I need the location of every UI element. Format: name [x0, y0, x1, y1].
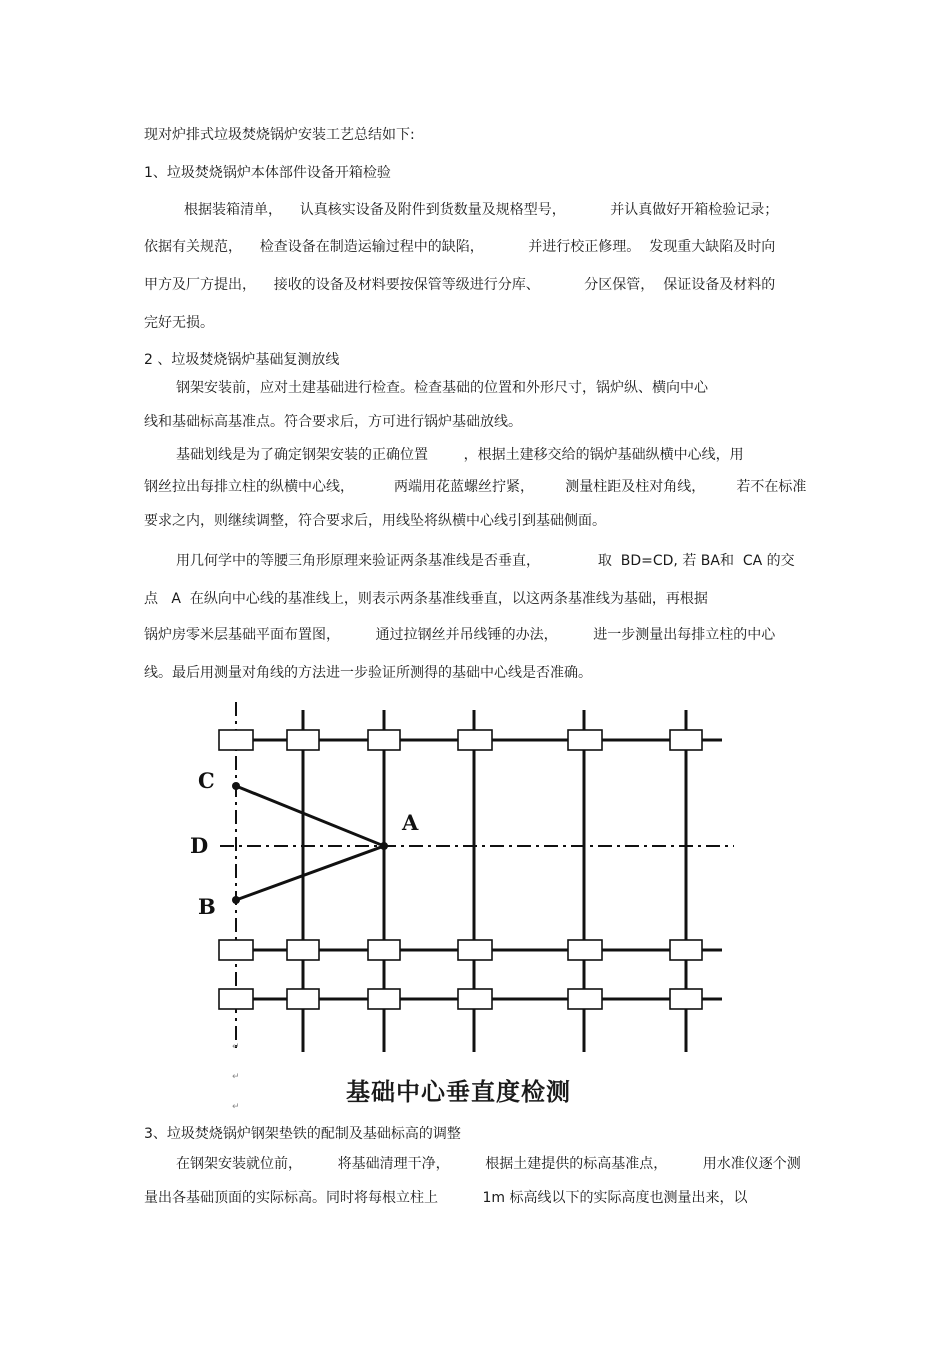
- section3-title: 3、垃圾焚烧锅炉钢架垫铁的配制及基础标高的调整: [144, 1126, 461, 1142]
- label-b: B: [198, 894, 216, 919]
- label-c: C: [198, 768, 215, 793]
- section1-line-4: 完好无损。: [144, 315, 214, 331]
- triangle-cab: [236, 786, 384, 900]
- return-mark: ↵: [232, 1042, 240, 1052]
- label-d: D: [190, 833, 209, 858]
- return-mark: ↵: [232, 1072, 240, 1082]
- section1-title: 1、垃圾焚烧锅炉本体部件设备开箱检验: [144, 165, 391, 181]
- section2-para3-line-2: 点 A 在纵向中心线的基准线上，则表示两条基准线垂直，以这两条基准线为基础，再根据: [144, 591, 708, 607]
- section3-line-2: 量出各基础顶面的实际标高。同时将每根立柱上 1m 标高线以下的实际高度也测量出来，以: [144, 1190, 748, 1206]
- intro-line: 现对炉排式垃圾焚烧锅炉安装工艺总结如下:: [144, 127, 415, 143]
- foundation-grid-diagram: [186, 702, 746, 1122]
- section2-para2-line-1: 基础划线是为了确定钢架安装的正确位置 ，根据土建移交给的锅炉基础纵横中心线，用: [176, 447, 744, 463]
- return-mark: ↵: [232, 1102, 240, 1112]
- section3-line-1: 在钢架安装就位前， 将基础清理干净， 根据土建提供的标高基准点， 用水准仪逐个测: [176, 1156, 801, 1172]
- section2-para3-line-4: 线。最后用测量对角线的方法进一步验证所测得的基础中心线是否准确。: [144, 665, 592, 681]
- section2-para1-line-1: 钢架安装前，应对土建基础进行检查。检查基础的位置和外形尺寸，锅炉纵、横向中心: [176, 380, 708, 396]
- section2-para2-line-3: 要求之内，则继续调整，符合要求后，用线坠将纵横中心线引到基础侧面。: [144, 513, 606, 529]
- label-a: A: [402, 810, 419, 835]
- section2-title: 2 、垃圾焚烧锅炉基础复测放线: [144, 352, 340, 368]
- figure-caption: 基础中心垂直度检测: [346, 1078, 571, 1106]
- column-bases: [219, 730, 702, 1009]
- section2-para3-line-1: 用几何学中的等腰三角形原理来验证两条基准线是否垂直， 取 BD=CD, 若 BA和 CA 的交: [176, 553, 795, 569]
- triangle-points: [232, 782, 388, 904]
- section2-para1-line-2: 线和基础标高基准点。符合要求后，方可进行锅炉基础放线。: [144, 414, 522, 430]
- section1-line-2: 依据有关规范， 检查设备在制造运输过程中的缺陷， 并进行校正修理。 发现重大缺陷及时向: [144, 239, 776, 255]
- section2-para3-line-3: 锅炉房零米层基础平面布置图， 通过拉钢丝并吊线锤的办法， 进一步测量出每排立柱的中心: [144, 627, 776, 643]
- section1-line-3: 甲方及厂方提出， 接收的设备及材料要按保管等级进行分库、 分区保管， 保证设备及材料的: [144, 277, 776, 293]
- section2-para2-line-2: 钢丝拉出每排立柱的纵横中心线， 两端用花蓝螺丝拧紧， 测量柱距及柱对角线， 若不在标准: [144, 479, 807, 495]
- column-lines: [303, 710, 686, 1052]
- section1-line-1: 根据装箱清单， 认真核实设备及附件到货数量及规格型号， 并认真做好开箱检验记录；: [184, 202, 779, 218]
